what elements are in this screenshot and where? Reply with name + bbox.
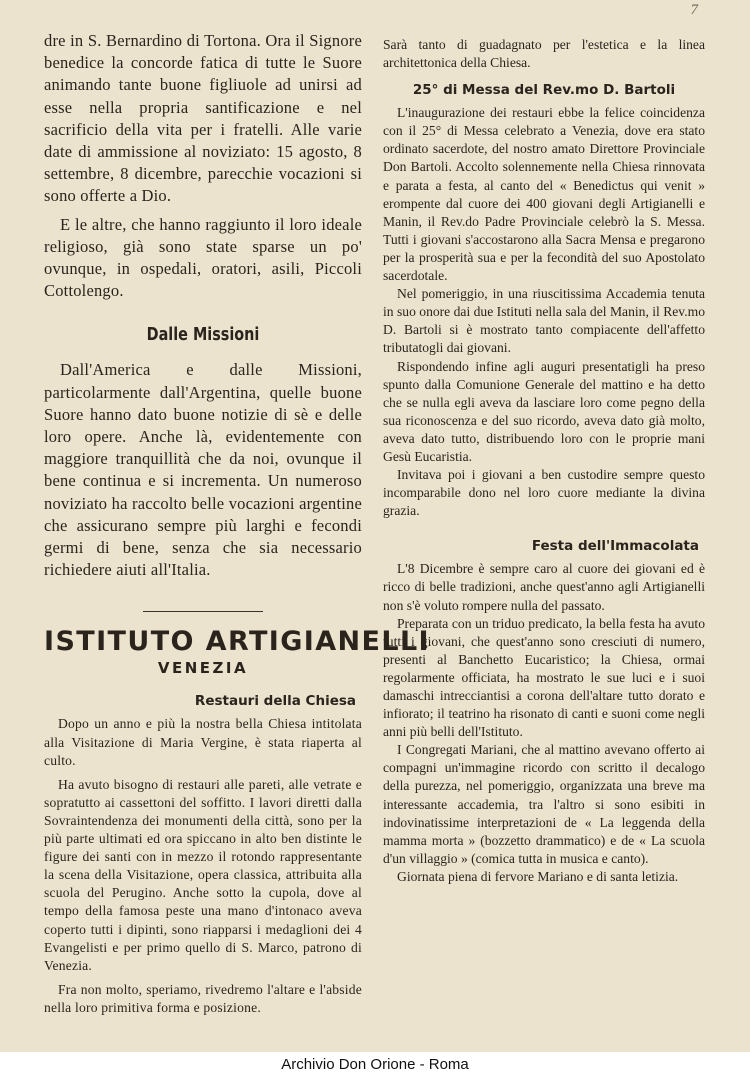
paragraph: E le altre, che hanno raggiunto il loro ideale religioso, già sono state sparse un po' ovunque, in ospedali, oratori, asili, Piccoli Cottolengo. bbox=[44, 214, 362, 301]
paragraph: Dall'America e dalle Missioni, particolarmente dall'Argentina, quelle buone Suore hanno dato buone notizie di sè e delle loro opere. Anche là, evidentemente con maggiore tranquillità che da noi, ovunque il bene continua e si incrementa. Un numeroso noviziato ha raccolto belle vocazioni argentine che assicurano sempre più larghi e fecondi germi di bene, senza che sia necessario richiedere aiuti all'Italia. bbox=[44, 360, 362, 580]
archive-footer: Archivio Don Orione - Roma bbox=[0, 1052, 750, 1078]
paragraph: I Congregati Mariani, che al mattino avevano offerto ai compagni un'immagine ricordo con scritto il decalogo della purezza, nel pomeriggio, organizzata una breve ma interessante accademia, tra l'altro si sono esibiti in indovinatissime interpretazioni de « La leggenda della mamma morta » (bozzetto drammatico) e de « La scuola d'un villaggio » (comica tutta in musica e canto). bbox=[383, 742, 705, 866]
paragraph: Nel pomeriggio, in una riuscitissima Accademia tenuta in suo onore dai due Istituti nella sala del Manin, il Rev.mo D. Bartoli si è mostrato tanto compiacente dell'affetto tributatogli dai giovani. bbox=[383, 286, 705, 356]
paragraph: Preparata con un triduo predicato, la bella festa ha avuto tutti i giovani, che quest'anno sono cresciuti di numero, presenti al Banchetto Eucaristico; la Chiesa, ormai regolarmente officiata, ha mostrato le sue luci e i suoi damaschi intrecciantisi a corona dell'altare tutto dorato e infiorato; il teatrino ha risonato di canti e suoni come negli anni più belli dell'Istituto. bbox=[383, 615, 705, 740]
festa-heading: Festa dell'Immacolata bbox=[531, 538, 699, 555]
paragraph: dre in S. Bernardino di Tortona. Ora il Signore benedice la concorde fatica di tutte le Suore animando tante buone figliuole ad unirsi ad esse nella propria santificazione e nel sacrificio della vita per i fratelli. Alle varie date di ammissione al noviziato: 15 agosto, 8 settembre, 8 dicembre, parecchie vocazioni si sono offerte a Dio. bbox=[44, 31, 362, 206]
paragraph: Giornata piena di fervore Mariano e di santa letizia. bbox=[397, 868, 679, 884]
paragraph: L'8 Dicembre è sempre caro al cuore dei giovani ed è ricco di belle tradizioni, anche quest'anno agli Artigianelli non s'è voluto rompere nulla del passato. bbox=[383, 561, 705, 613]
paragraph: Fra non molto, speriamo, rivedremo l'altare e l'abside nella loro primitiva forma e posizione. bbox=[44, 981, 362, 1015]
right-column bbox=[383, 36, 705, 886]
section-divider bbox=[143, 611, 263, 612]
institute-subtitle: VENEZIA bbox=[157, 659, 249, 678]
paragraph: Ha avuto bisogno di restauri alle pareti, alle vetrate e sopratutto ai cassettoni del soffitto. I lavori diretti dalla Sovraintendenza dei monumenti della città, sono per la più parte ultimati ed ora spiccano in alto ben distinte le figure dei santi con in mezzo il rotondo rappresentante la scena della Visitazione, opera classica, attribuita alla scuola del Perugino. Anche sotto la cupola, dove al tempo della famosa peste una mano d'intonaco aveva coperto tutti i dipinti, sono riapparsi i medaglioni dei 4 Evangelisti e per primo quello di S. Marco, patrono di Venezia. bbox=[44, 776, 362, 973]
paragraph: Sarà tanto di guadagnato per l'estetica e la linea architettonica della Chiesa. bbox=[383, 37, 705, 71]
paragraph: Rispondendo infine agli auguri presentatigli ha preso spunto dalla Comunione Generale del mattino e ha detto che se nulla egli aveva da lasciare loro come pegno della sua riconoscenza e del suo ricordo, aveva dato già molto, aveva dato tutto, distribuendo loro con le proprie mani Gesù Eucaristia. bbox=[383, 358, 705, 464]
paragraph: Invitava poi i giovani a ben custodire sempre questo incomparabile dono nel loro cuore mediante la divina grazia. bbox=[383, 467, 705, 519]
missions-title: Dalle Missioni bbox=[146, 324, 260, 346]
messa-heading: 25° di Messa del Rev.mo D. Bartoli bbox=[412, 82, 676, 99]
paragraph: L'inaugurazione dei restauri ebbe la felice coincidenza con il 25° di Messa celebrato a Venezia, dove era stato ordinato sacerdote, del nostro amato Direttore Provinciale Don Bartoli. Accolto solennemente nella Chiesa rinnovata e parata a festa, al canto del « Benedictus qui venit » erompente dal cuore dei 400 giovani degli Artigianelli e Manin, il Rev.do Padre Provinciale celebrò la S. Messa. Tutti i giovani s'accostarono alla Sacra Mensa e pregarono per la prosperità sua e per la fecondità del suo Apostolato sacerdotale. bbox=[383, 105, 705, 284]
institute-title: ISTITUTO ARTIGIANELLI bbox=[44, 626, 431, 658]
left-column bbox=[44, 30, 431, 1017]
paragraph: Dopo un anno e più la nostra bella Chiesa intitolata alla Visitazione di Maria Vergine, è stata riaperta al culto. bbox=[44, 716, 362, 768]
restauri-heading: Restauri della Chiesa bbox=[194, 693, 356, 710]
page-number: 7 bbox=[690, 2, 698, 18]
